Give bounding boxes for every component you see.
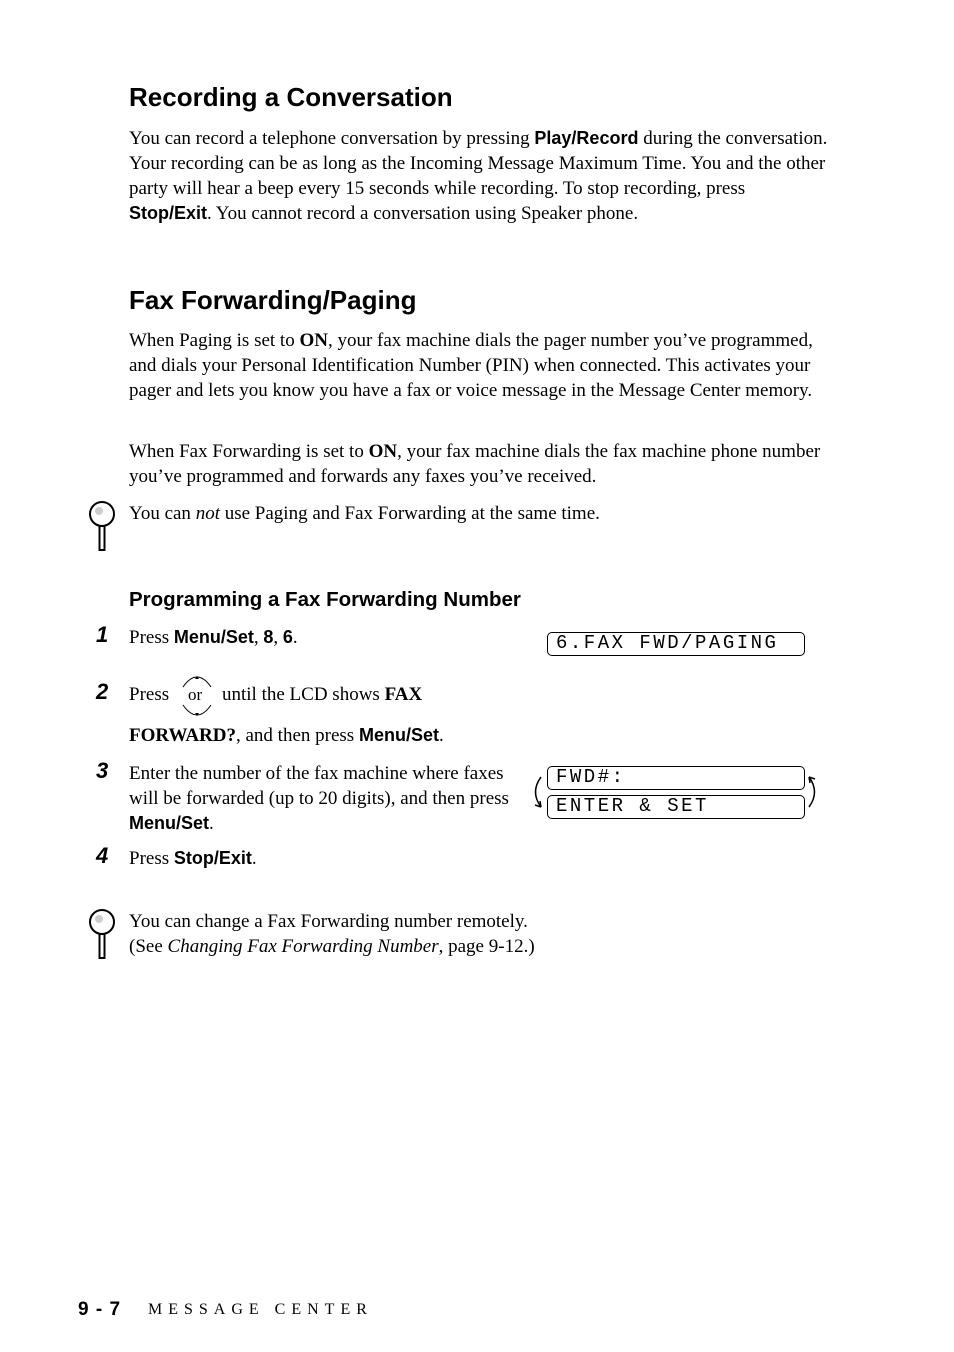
text: , page 9-12.): [438, 936, 535, 957]
text: Press: [129, 848, 174, 869]
step-number: 4: [96, 843, 109, 868]
step-4-text: [129, 846, 257, 871]
lcd-display-fwd-number: FWD#:: [547, 766, 805, 790]
lcd-message: FAX: [384, 684, 423, 705]
key-6: 6: [282, 627, 293, 647]
text: You can change a Fax Forwarding number remotely.: [129, 911, 528, 932]
fax-forwarding-paragraph: [129, 439, 829, 489]
text: .: [209, 813, 214, 834]
note-remote-change: [129, 909, 829, 959]
text: .: [292, 627, 298, 648]
heading-fax-forwarding-paging: Fax Forwarding/Paging: [129, 285, 417, 315]
play-record-key: Play/Record: [534, 128, 639, 148]
text: during the conversation. Your recording can be as long as the Incoming Message Maximum Time. You and the other party will hear a beep every 15 seconds while recording. To stop recording, press: [129, 128, 828, 199]
text: , your fax machine dials the fax machine phone number you’ve programmed and forwards any faxes you’ve received.: [129, 441, 821, 487]
text: ,: [253, 627, 264, 648]
lcd-display-enter-set: ENTER & SET: [547, 795, 805, 819]
heading-programming-fax-forwarding: Programming a Fax Forwarding Number: [129, 588, 521, 611]
step-1-text: [129, 625, 298, 650]
note-paging-exclusive: [129, 501, 829, 526]
page-number: 9 - 7: [78, 1299, 122, 1320]
text: .: [438, 725, 444, 746]
text: When Fax Forwarding is set to: [129, 441, 369, 462]
cross-reference: Changing Fax Forwarding Number: [167, 936, 439, 957]
text: When Paging is set to: [129, 330, 300, 351]
menu-set-key: Menu/Set: [129, 813, 210, 833]
text: , and then press: [236, 725, 359, 746]
key-8: 8: [263, 627, 274, 647]
note-pushpin-icon: [87, 500, 119, 552]
recording-paragraph: [129, 126, 829, 226]
stop-exit-key: Stop/Exit: [129, 203, 208, 223]
text: until the LCD shows: [222, 684, 385, 705]
on-label: ON: [368, 441, 398, 462]
step-number: 3: [96, 758, 109, 783]
or-label: or: [188, 685, 203, 704]
text: .: [251, 848, 257, 869]
text: Press: [129, 627, 174, 648]
text: Enter the number of the fax machine where faxes will be forwarded (up to 20 digits), and then press: [129, 763, 509, 809]
step-3-text: [129, 761, 514, 836]
step-2-text-line1: [222, 682, 422, 707]
step-2-text-line2: [129, 723, 444, 748]
step-number: 2: [96, 679, 109, 704]
stop-exit-key: Stop/Exit: [173, 848, 252, 868]
menu-set-key: Menu/Set: [173, 627, 254, 647]
text: (See: [129, 936, 168, 957]
heading-recording-conversation: Recording a Conversation: [129, 82, 453, 112]
text: . You cannot record a conversation using Speaker phone.: [207, 203, 639, 224]
lcd-alternate-left-arrow-icon: [528, 772, 548, 814]
text: You can: [129, 503, 196, 524]
lcd-message: FORWARD?: [129, 725, 236, 746]
up-down-navigation-keys: [181, 671, 213, 721]
text: You can record a telephone conversation by pressing: [129, 128, 535, 149]
note-pushpin-icon: [87, 908, 119, 960]
text: ,: [273, 627, 283, 648]
lcd-display-menu: 6.FAX FWD/PAGING: [547, 632, 805, 656]
emphasis: not: [195, 503, 220, 524]
on-label: ON: [299, 330, 328, 351]
paging-paragraph: [129, 328, 829, 403]
step-number: 1: [96, 622, 109, 647]
text: , your fax machine dials the pager number you’ve programmed, and dials your Personal Identification Number (PIN) when connected. This activates your pager and lets you know you have a fax or voice message in the Message Center memory.: [129, 330, 813, 401]
chapter-title: MESSAGE CENTER: [148, 1301, 373, 1318]
menu-set-key: Menu/Set: [358, 725, 439, 745]
lcd-alternate-right-arrow-icon: [804, 772, 824, 814]
text: use Paging and Fax Forwarding at the same time.: [219, 503, 600, 524]
step-2-press: Press: [129, 684, 170, 705]
